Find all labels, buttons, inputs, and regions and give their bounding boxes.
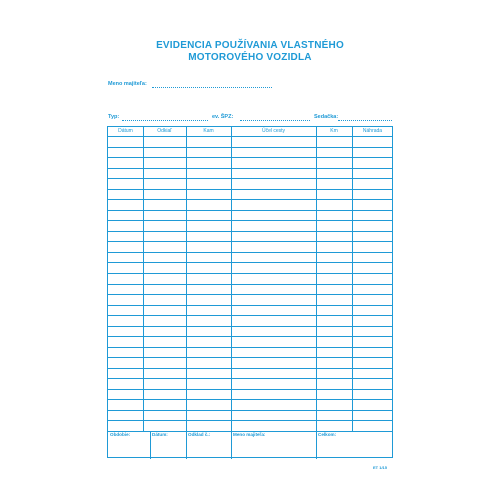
table-row-divider xyxy=(108,147,392,148)
plate-field[interactable] xyxy=(240,120,310,121)
seat-label: Sedačka: xyxy=(314,114,339,120)
table-row-divider xyxy=(108,389,392,390)
footer-divider-v xyxy=(150,431,151,459)
column-divider xyxy=(316,127,317,431)
table-row-divider xyxy=(108,210,392,211)
table-row-divider xyxy=(108,284,392,285)
column-divider xyxy=(231,127,232,431)
form-code: ET 1/15 xyxy=(373,465,388,470)
table-row-divider xyxy=(108,262,392,263)
table-row-divider xyxy=(108,168,392,169)
column-header-km: Km xyxy=(330,128,338,134)
table-row-divider xyxy=(108,336,392,337)
table-row-divider xyxy=(108,241,392,242)
table-row-divider xyxy=(108,273,392,274)
table-row-divider xyxy=(108,189,392,190)
table-row-divider xyxy=(108,368,392,369)
footer-divider-v xyxy=(316,431,317,459)
column-header-compensation: Náhrada xyxy=(362,128,383,134)
table-row-divider xyxy=(108,220,392,221)
column-header-date: Dátum xyxy=(118,128,133,134)
type-label: Typ: xyxy=(108,114,120,120)
footer-period-label: Obdobie: xyxy=(110,432,131,437)
table-row-divider xyxy=(108,252,392,253)
column-header-to: Kam xyxy=(203,128,214,134)
column-divider xyxy=(352,127,353,431)
owner-label: Meno majiteľa: xyxy=(108,81,147,87)
table-row-divider xyxy=(108,305,392,306)
log-table xyxy=(107,126,393,458)
footer-ref-label: Odklad č.: xyxy=(188,432,211,437)
owner-field[interactable] xyxy=(152,87,272,88)
column-divider xyxy=(143,127,144,431)
footer-date-label: Dátum: xyxy=(152,432,168,437)
table-row-divider xyxy=(108,357,392,358)
table-row-divider xyxy=(108,231,392,232)
footer-owner-label: Meno majiteľa: xyxy=(233,432,266,437)
table-row-divider xyxy=(108,420,392,421)
table-row-divider xyxy=(108,399,392,400)
table-row-divider xyxy=(108,410,392,411)
header-divider xyxy=(108,136,392,137)
form-subtitle: MOTOROVÉHO VOZIDLA xyxy=(188,52,312,63)
seat-field[interactable] xyxy=(338,120,392,121)
table-row-divider xyxy=(108,315,392,316)
column-divider xyxy=(186,127,187,431)
table-row-divider xyxy=(108,157,392,158)
footer-divider-v xyxy=(231,431,232,459)
table-row-divider xyxy=(108,294,392,295)
form-title: EVIDENCIA POUŽÍVANIA VLASTNÉHO xyxy=(156,40,344,51)
table-row-divider xyxy=(108,326,392,327)
column-header-from: Odkiaľ xyxy=(157,128,172,134)
plate-label: ev. ŠPZ: xyxy=(212,114,234,120)
footer-total-label: Celkom: xyxy=(318,432,337,437)
table-row-divider xyxy=(108,347,392,348)
table-row-divider xyxy=(108,199,392,200)
footer-divider-v xyxy=(186,431,187,459)
column-header-purpose: Účel cesty xyxy=(261,128,286,134)
table-row-divider xyxy=(108,178,392,179)
table-row-divider xyxy=(108,378,392,379)
type-field[interactable] xyxy=(122,120,208,121)
